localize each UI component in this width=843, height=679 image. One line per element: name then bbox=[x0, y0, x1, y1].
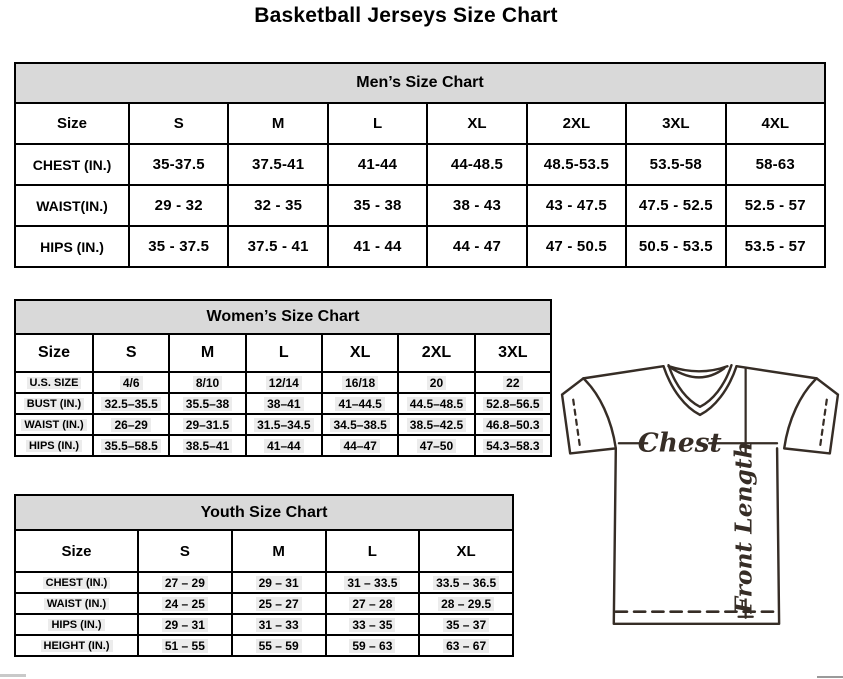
cell-value: 59 – 63 bbox=[326, 635, 420, 656]
column-header: L bbox=[326, 530, 420, 572]
horizontal-scrollbar-fragment-left[interactable] bbox=[0, 674, 26, 677]
cell-value: 37.5 - 41 bbox=[228, 226, 327, 267]
cell-value: 38 - 43 bbox=[427, 185, 526, 226]
cell-value: 58-63 bbox=[726, 144, 825, 185]
table-title: Women’s Size Chart bbox=[14, 299, 552, 333]
cell-value: 4/6 bbox=[93, 372, 169, 393]
table-row bbox=[15, 614, 513, 635]
cell-value: 37.5-41 bbox=[228, 144, 327, 185]
cell-value: 34.5–38.5 bbox=[322, 414, 398, 435]
cell-value: 43 - 47.5 bbox=[527, 185, 626, 226]
row-label: HIPS (IN.) bbox=[15, 614, 138, 635]
cell-value: 35-37.5 bbox=[129, 144, 228, 185]
cell-value: 31 – 33.5 bbox=[326, 572, 420, 593]
table-row bbox=[15, 593, 513, 614]
jersey-collar bbox=[669, 366, 728, 377]
table-title: Men’s Size Chart bbox=[14, 62, 826, 102]
cell-value: 54.3–58.3 bbox=[475, 435, 551, 456]
cell-value: 44-48.5 bbox=[427, 144, 526, 185]
cell-value: 41–44 bbox=[246, 435, 322, 456]
jersey-vneck bbox=[663, 365, 736, 415]
cell-value: 24 – 25 bbox=[138, 593, 232, 614]
cell-value: 29–31.5 bbox=[169, 414, 245, 435]
cell-value: 46.8–50.3 bbox=[475, 414, 551, 435]
cell-value: 25 – 27 bbox=[232, 593, 326, 614]
column-header: XL bbox=[322, 334, 398, 372]
cell-value: 38.5–42.5 bbox=[398, 414, 474, 435]
column-header: M bbox=[169, 334, 245, 372]
table-row bbox=[15, 393, 551, 414]
row-label: U.S. SIZE bbox=[15, 372, 93, 393]
cell-value: 28 – 29.5 bbox=[419, 593, 513, 614]
cell-value: 47–50 bbox=[398, 435, 474, 456]
column-header: 4XL bbox=[726, 103, 825, 144]
column-header: XL bbox=[427, 103, 526, 144]
chest-label: Chest bbox=[637, 427, 722, 459]
cell-value: 20 bbox=[398, 372, 474, 393]
cell-value: 53.5-58 bbox=[626, 144, 725, 185]
cell-value: 35.5–58.5 bbox=[93, 435, 169, 456]
table-row bbox=[15, 414, 551, 435]
cell-value: 31.5–34.5 bbox=[246, 414, 322, 435]
cell-value: 12/14 bbox=[246, 372, 322, 393]
column-header: 2XL bbox=[398, 334, 474, 372]
cell-value: 29 – 31 bbox=[232, 572, 326, 593]
table-row bbox=[15, 635, 513, 656]
cell-value: 27 – 28 bbox=[326, 593, 420, 614]
size-header: Size bbox=[15, 103, 129, 144]
jersey-measurement-diagram bbox=[558, 356, 842, 630]
column-header: 3XL bbox=[626, 103, 725, 144]
column-header: 2XL bbox=[527, 103, 626, 144]
row-label: HIPS (IN.) bbox=[15, 435, 93, 456]
cell-value: 38–41 bbox=[246, 393, 322, 414]
front-length-label: Front Length bbox=[730, 441, 758, 614]
cell-value: 47.5 - 52.5 bbox=[626, 185, 725, 226]
cell-value: 53.5 - 57 bbox=[726, 226, 825, 267]
youth-size-grid bbox=[14, 529, 514, 657]
mens-size-grid bbox=[14, 102, 826, 268]
youth-size-table bbox=[14, 494, 514, 657]
cell-value: 50.5 - 53.5 bbox=[626, 226, 725, 267]
cell-value: 35 - 37.5 bbox=[129, 226, 228, 267]
cell-value: 48.5-53.5 bbox=[527, 144, 626, 185]
table-row bbox=[15, 435, 551, 456]
cell-value: 33 – 35 bbox=[326, 614, 420, 635]
column-header: M bbox=[228, 103, 327, 144]
column-header: 3XL bbox=[475, 334, 551, 372]
row-label: HEIGHT (IN.) bbox=[15, 635, 138, 656]
cell-value: 22 bbox=[475, 372, 551, 393]
cell-value: 47 - 50.5 bbox=[527, 226, 626, 267]
cell-value: 41 - 44 bbox=[328, 226, 427, 267]
column-header: XL bbox=[419, 530, 513, 572]
column-header: S bbox=[93, 334, 169, 372]
table-row bbox=[15, 185, 825, 226]
cell-value: 38.5–41 bbox=[169, 435, 245, 456]
cell-value: 44–47 bbox=[322, 435, 398, 456]
cell-value: 8/10 bbox=[169, 372, 245, 393]
jersey-right-sleeve bbox=[784, 378, 838, 453]
cell-value: 32.5–35.5 bbox=[93, 393, 169, 414]
cell-value: 51 – 55 bbox=[138, 635, 232, 656]
cell-value: 44.5–48.5 bbox=[398, 393, 474, 414]
page-title: Basketball Jerseys Size Chart bbox=[254, 4, 558, 27]
table-row bbox=[15, 226, 825, 267]
row-label: WAIST (IN.) bbox=[15, 593, 138, 614]
cell-value: 32 - 35 bbox=[228, 185, 327, 226]
horizontal-scrollbar-fragment-right[interactable] bbox=[817, 676, 843, 678]
womens-size-table bbox=[14, 299, 552, 457]
row-label: BUST (IN.) bbox=[15, 393, 93, 414]
column-header: S bbox=[129, 103, 228, 144]
jersey-left-sleeve bbox=[562, 378, 616, 453]
row-label: WAIST(IN.) bbox=[15, 185, 129, 226]
cell-value: 55 – 59 bbox=[232, 635, 326, 656]
cell-value: 41–44.5 bbox=[322, 393, 398, 414]
mens-size-table bbox=[14, 62, 826, 268]
cell-value: 41-44 bbox=[328, 144, 427, 185]
cell-value: 35 – 37 bbox=[419, 614, 513, 635]
cell-value: 26–29 bbox=[93, 414, 169, 435]
cell-value: 35 - 38 bbox=[328, 185, 427, 226]
table-row bbox=[15, 372, 551, 393]
column-header: S bbox=[138, 530, 232, 572]
size-header: Size bbox=[15, 334, 93, 372]
womens-size-grid bbox=[14, 333, 552, 457]
column-header: M bbox=[232, 530, 326, 572]
cell-value: 29 – 31 bbox=[138, 614, 232, 635]
row-label: HIPS (IN.) bbox=[15, 226, 129, 267]
row-label: CHEST (IN.) bbox=[15, 144, 129, 185]
column-header: L bbox=[246, 334, 322, 372]
cell-value: 31 – 33 bbox=[232, 614, 326, 635]
row-label: WAIST (IN.) bbox=[15, 414, 93, 435]
table-row bbox=[15, 144, 825, 185]
column-header: L bbox=[328, 103, 427, 144]
cell-value: 33.5 – 36.5 bbox=[419, 572, 513, 593]
size-header: Size bbox=[15, 530, 138, 572]
table-title: Youth Size Chart bbox=[14, 494, 514, 529]
cell-value: 63 – 67 bbox=[419, 635, 513, 656]
cell-value: 52.8–56.5 bbox=[475, 393, 551, 414]
cell-value: 44 - 47 bbox=[427, 226, 526, 267]
cell-value: 27 – 29 bbox=[138, 572, 232, 593]
cell-value: 35.5–38 bbox=[169, 393, 245, 414]
row-label: CHEST (IN.) bbox=[15, 572, 138, 593]
cell-value: 52.5 - 57 bbox=[726, 185, 825, 226]
cell-value: 16/18 bbox=[322, 372, 398, 393]
table-row bbox=[15, 572, 513, 593]
cell-value: 29 - 32 bbox=[129, 185, 228, 226]
